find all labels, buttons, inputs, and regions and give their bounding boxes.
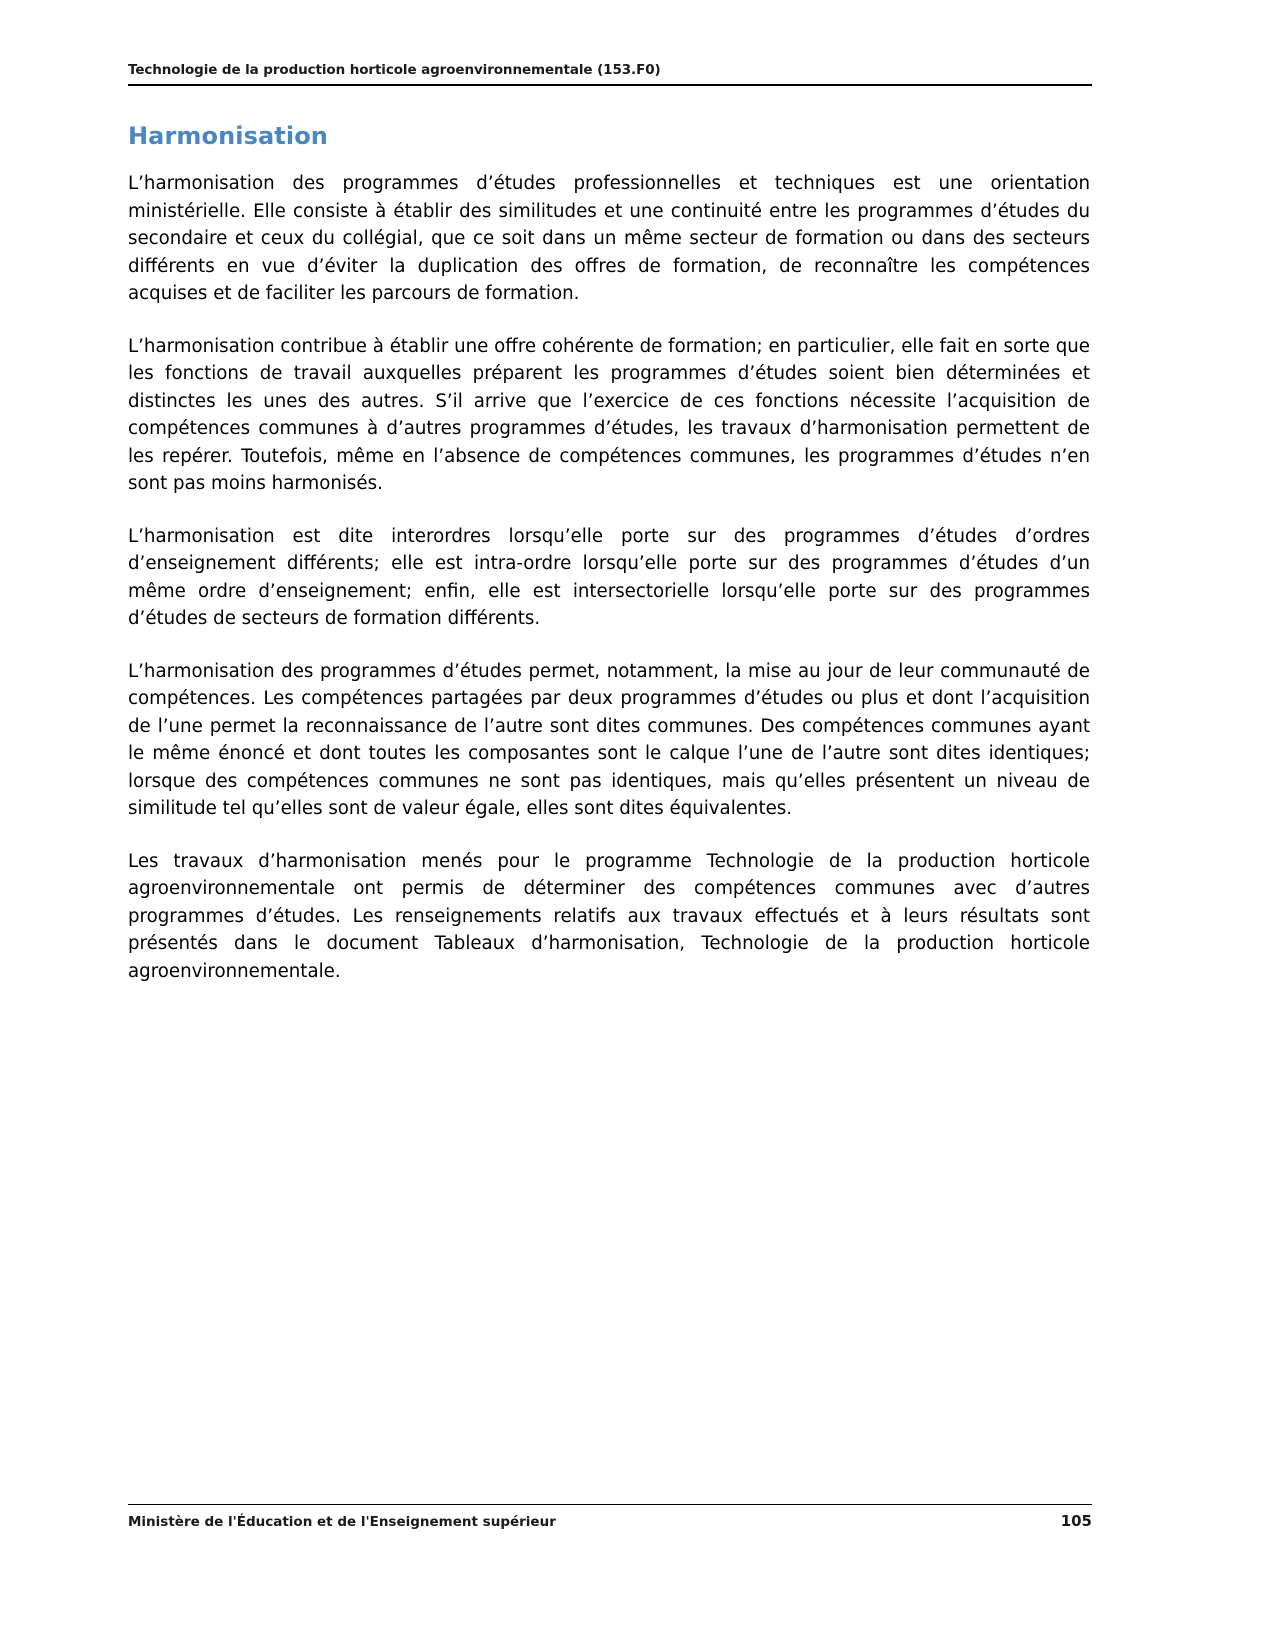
footer-organization: Ministère de l'Éducation et de l'Enseignement supérieur <box>128 1514 556 1530</box>
page-header <box>128 62 1092 86</box>
paragraph-2: L’harmonisation contribue à établir une offre cohérente de formation; en particulier, elle fait en sorte que les fonctions de travail auxquelles préparent les programmes d’études soient bien déterminées et distinctes les unes des autres. S’il arrive que l’exercice de ces fonctions nécessite l’acquisition de compétences communes à d’autres programmes d’études, les travaux d’harmonisation permettent de les repérer. Toutefois, même en l’absence de compétences communes, les programmes d’études n’en sont pas moins harmonisés. <box>128 335 1090 494</box>
header-title: Technologie de la production horticole agroenvironnementale (153.F0) <box>128 62 661 78</box>
footer-page-number: 105 <box>1060 1512 1092 1530</box>
paragraph-4: L’harmonisation des programmes d’études permet, notamment, la mise au jour de leur communauté de compétences. Les compétences partagées par deux programmes d’études ou plus et dont l’acquisition de l’une permet la reconnaissance de l’autre sont dites communes. Des compétences communes ayant le même énoncé et dont toutes les composantes sont le calque l’une de l’autre sont dites identiques; lorsque des compétences communes ne sont pas identiques, mais qu’elles présentent un niveau de similitude tel qu’elles sont de valeur égale, elles sont dites équivalentes. <box>128 660 1090 819</box>
paragraph-3: L’harmonisation est dite interordres lorsqu’elle porte sur des programmes d’études d’ordres d’enseignement différents; elle est intra-ordre lorsqu’elle porte sur des programmes d’études d’un même ordre d’enseignement; enfin, elle est intersectorielle lorsqu’elle porte sur des programmes d’études de secteurs de formation différents. <box>128 525 1090 629</box>
paragraph-1: L’harmonisation des programmes d’études professionnelles et techniques est une orientation ministérielle. Elle consiste à établir des similitudes et une continuité entre les programmes d’études du secondaire et ceux du collégial, que ce soit dans un même secteur de formation ou dans des secteurs différents en vue d’éviter la duplication des offres de formation, de reconnaître les compétences acquises et de faciliter les parcours de formation. <box>128 173 1090 304</box>
page-content <box>128 122 1090 985</box>
header-divider <box>128 84 1092 86</box>
page-title: Harmonisation <box>128 122 328 150</box>
footer-row <box>128 1512 1092 1530</box>
paragraph-5: Les travaux d’harmonisation menés pour le programme Technologie de la production horticole agroenvironnementale ont permis de déterminer des compétences communes avec d’autres programmes d’études. Les renseignements relatifs aux travaux effectués et à leurs résultats sont présentés dans le document Tableaux d’harmonisation, Technologie de la production horticole agroenvironnementale. <box>128 850 1090 982</box>
footer-divider <box>128 1504 1092 1505</box>
page-footer <box>128 1504 1092 1530</box>
